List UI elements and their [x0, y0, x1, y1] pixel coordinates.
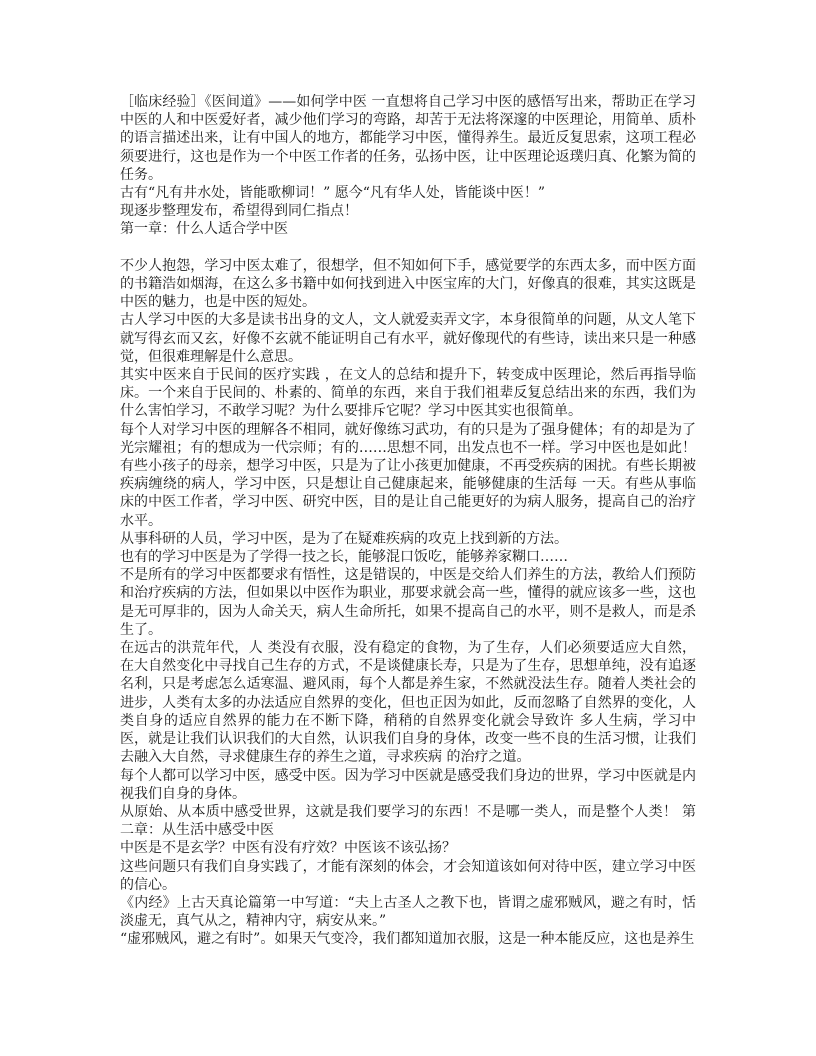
chapter-two-paragraph: 从原始、从本质中感受世界，这就是我们要学习的东西！不是哪一类人，而是整个人类！ 第二章：从生活中感受中医 [120, 803, 696, 839]
quote-paragraph: 《内经》上古天真论篇第一中写道：“夫上古圣人之教下也，皆谓之虚邪贼风，避之有时，恬淡虚无，真气从之，精神内守，病安从来。” [120, 894, 696, 930]
slogan-line: 古有“凡有井水处，皆能歌柳词！” 愿今“凡有华人处，皆能谈中医！” [120, 185, 546, 202]
body-paragraph: 从事科研的人员，学习中医，是为了在疑难疾病的攻克上找到新的方法。 [120, 530, 568, 547]
body-paragraph: 古人学习中医的大多是读书出身的文人，文人就爱卖弄文字，本身很简单的问题，从文人笔下就写得玄而又玄，好像不玄就不能证明自己有水平，就好像现代的有些诗，读出来只是一种感觉，但很难理解是什么意思。 [120, 312, 696, 365]
body-paragraph: 每个人都可以学习中医，感受中医。因为学习中医就是感受我们身边的世界，学习中医就是内视我们自身的身体。 [120, 767, 696, 802]
body-paragraph: 每个人对学习中医的理解各不相同，就好像练习武功，有的只是为了强身健体；有的却是为了光宗耀祖；有的想成为一代宗师；有的……思想不同，出发点也不一样。学习中医也是如此！有些小孩子的母亲，想学习中医，只是为了让小孩更加健康，不再受疾病的困扰。有些长期被疾病缠绕的病人，学习中医，只是想让自己健康起来，能够健康的生活每 一天。有些从事临床的中医工作者，学习中医、研究中医，目的是让自己能更好的为病人服务，提高自己的治疗水平。 [120, 421, 696, 529]
body-paragraph: 也有的学习中医是为了学得一技之长，能够混口饭吃，能够养家糊口…… [120, 549, 568, 566]
document-page [120, 93, 696, 949]
body-paragraph: 其实中医来自于民间的医疗实践 ，在文人的总结和提升下，转变成中医理论，然后再指导临床。一个来自于民间的、朴素的、简单的东西，来自于我们祖辈反复总结出来的东西，我们为什么害怕学习，不敢学习呢？为什么要排斥它呢？学习中医其实也很简单。 [120, 367, 696, 420]
body-paragraph: 在远古的洪荒年代，人 类没有衣服，没有稳定的食物，为了生存，人们必须要适应大自然，在大自然变化中寻找自己生存的方式，不是谈健康长寿，只是为了生存，思想单纯，没有追逐名利，只是考虑怎么适寒温、避风雨，每个人都是养生家，不然就没法生存。随着人类社会的进步，人类有太多的办法适应自然界的变化，但也正因为如此，反而忽略了自然界的变化，人类自身的适应自然界的能力在不断下降，稍稍的自然界变化就会导致许 多人生病，学习中医，就是让我们认识我们的大自然，认识我们自身的身体，改变一些不良的生活习惯，让我们去融入大自然，寻求健康生存的养生之道，寻求疾病 的治疗之道。 [120, 640, 696, 766]
question-line: 中医是不是玄学？中医有没有疗效？中医该不该弘扬？ [120, 840, 456, 857]
intro-paragraph: ［临床经验］《医间道》——如何学中医 一直想将自己学习中医的感悟写出来，帮助正在学习中医的人和中医爱好者，减少他们学习的弯路，却苦于无法将深邃的中医理论，用简单、质朴的语言描述出来，让有中国人的地方，都能学习中医，懂得养生。最近反复思索，这项工程必须要进行，这也是作为一个中医工作者的任务，弘扬中医，让中医理论返璞归真、化繁为简的任务。 [120, 94, 696, 183]
body-paragraph: 这些问题只有我们自身实践了，才能有深刻的体会，才会知道该如何对待中医，建立学习中医的信心。 [120, 858, 696, 893]
chapter-one-heading: 第一章：什么人适合学中医 [120, 221, 288, 238]
body-paragraph: “虚邪贼风，避之有时”。如果天气变冷，我们都知道加衣服，这是一种本能反应，这也是养生 [120, 931, 695, 948]
body-paragraph: 不少人抱怨，学习中医太难了，很想学，但不知如何下手，感觉要学的东西太多，而中医方面的书籍浩如烟海，在这么多书籍中如何找到进入中医宝库的大门，好像真的很难，其实这既是中医的魅力，也是中医的短处。 [120, 257, 696, 311]
publish-note: 现逐步整理发布，希望得到同仁指点！ [120, 203, 358, 220]
blank-line [120, 239, 696, 257]
body-paragraph: 不是所有的学习中医都要求有悟性，这是错误的，中医是交给人们养生的方法，教给人们预防和治疗疾病的方法，但如果以中医作为职业，那要求就会高一些，懂得的就应该多一些，这也是无可厚非的，因为人命关天，病人生命所托，如果不提高自己的水平，则不是救人，而是杀生了。 [120, 567, 696, 638]
